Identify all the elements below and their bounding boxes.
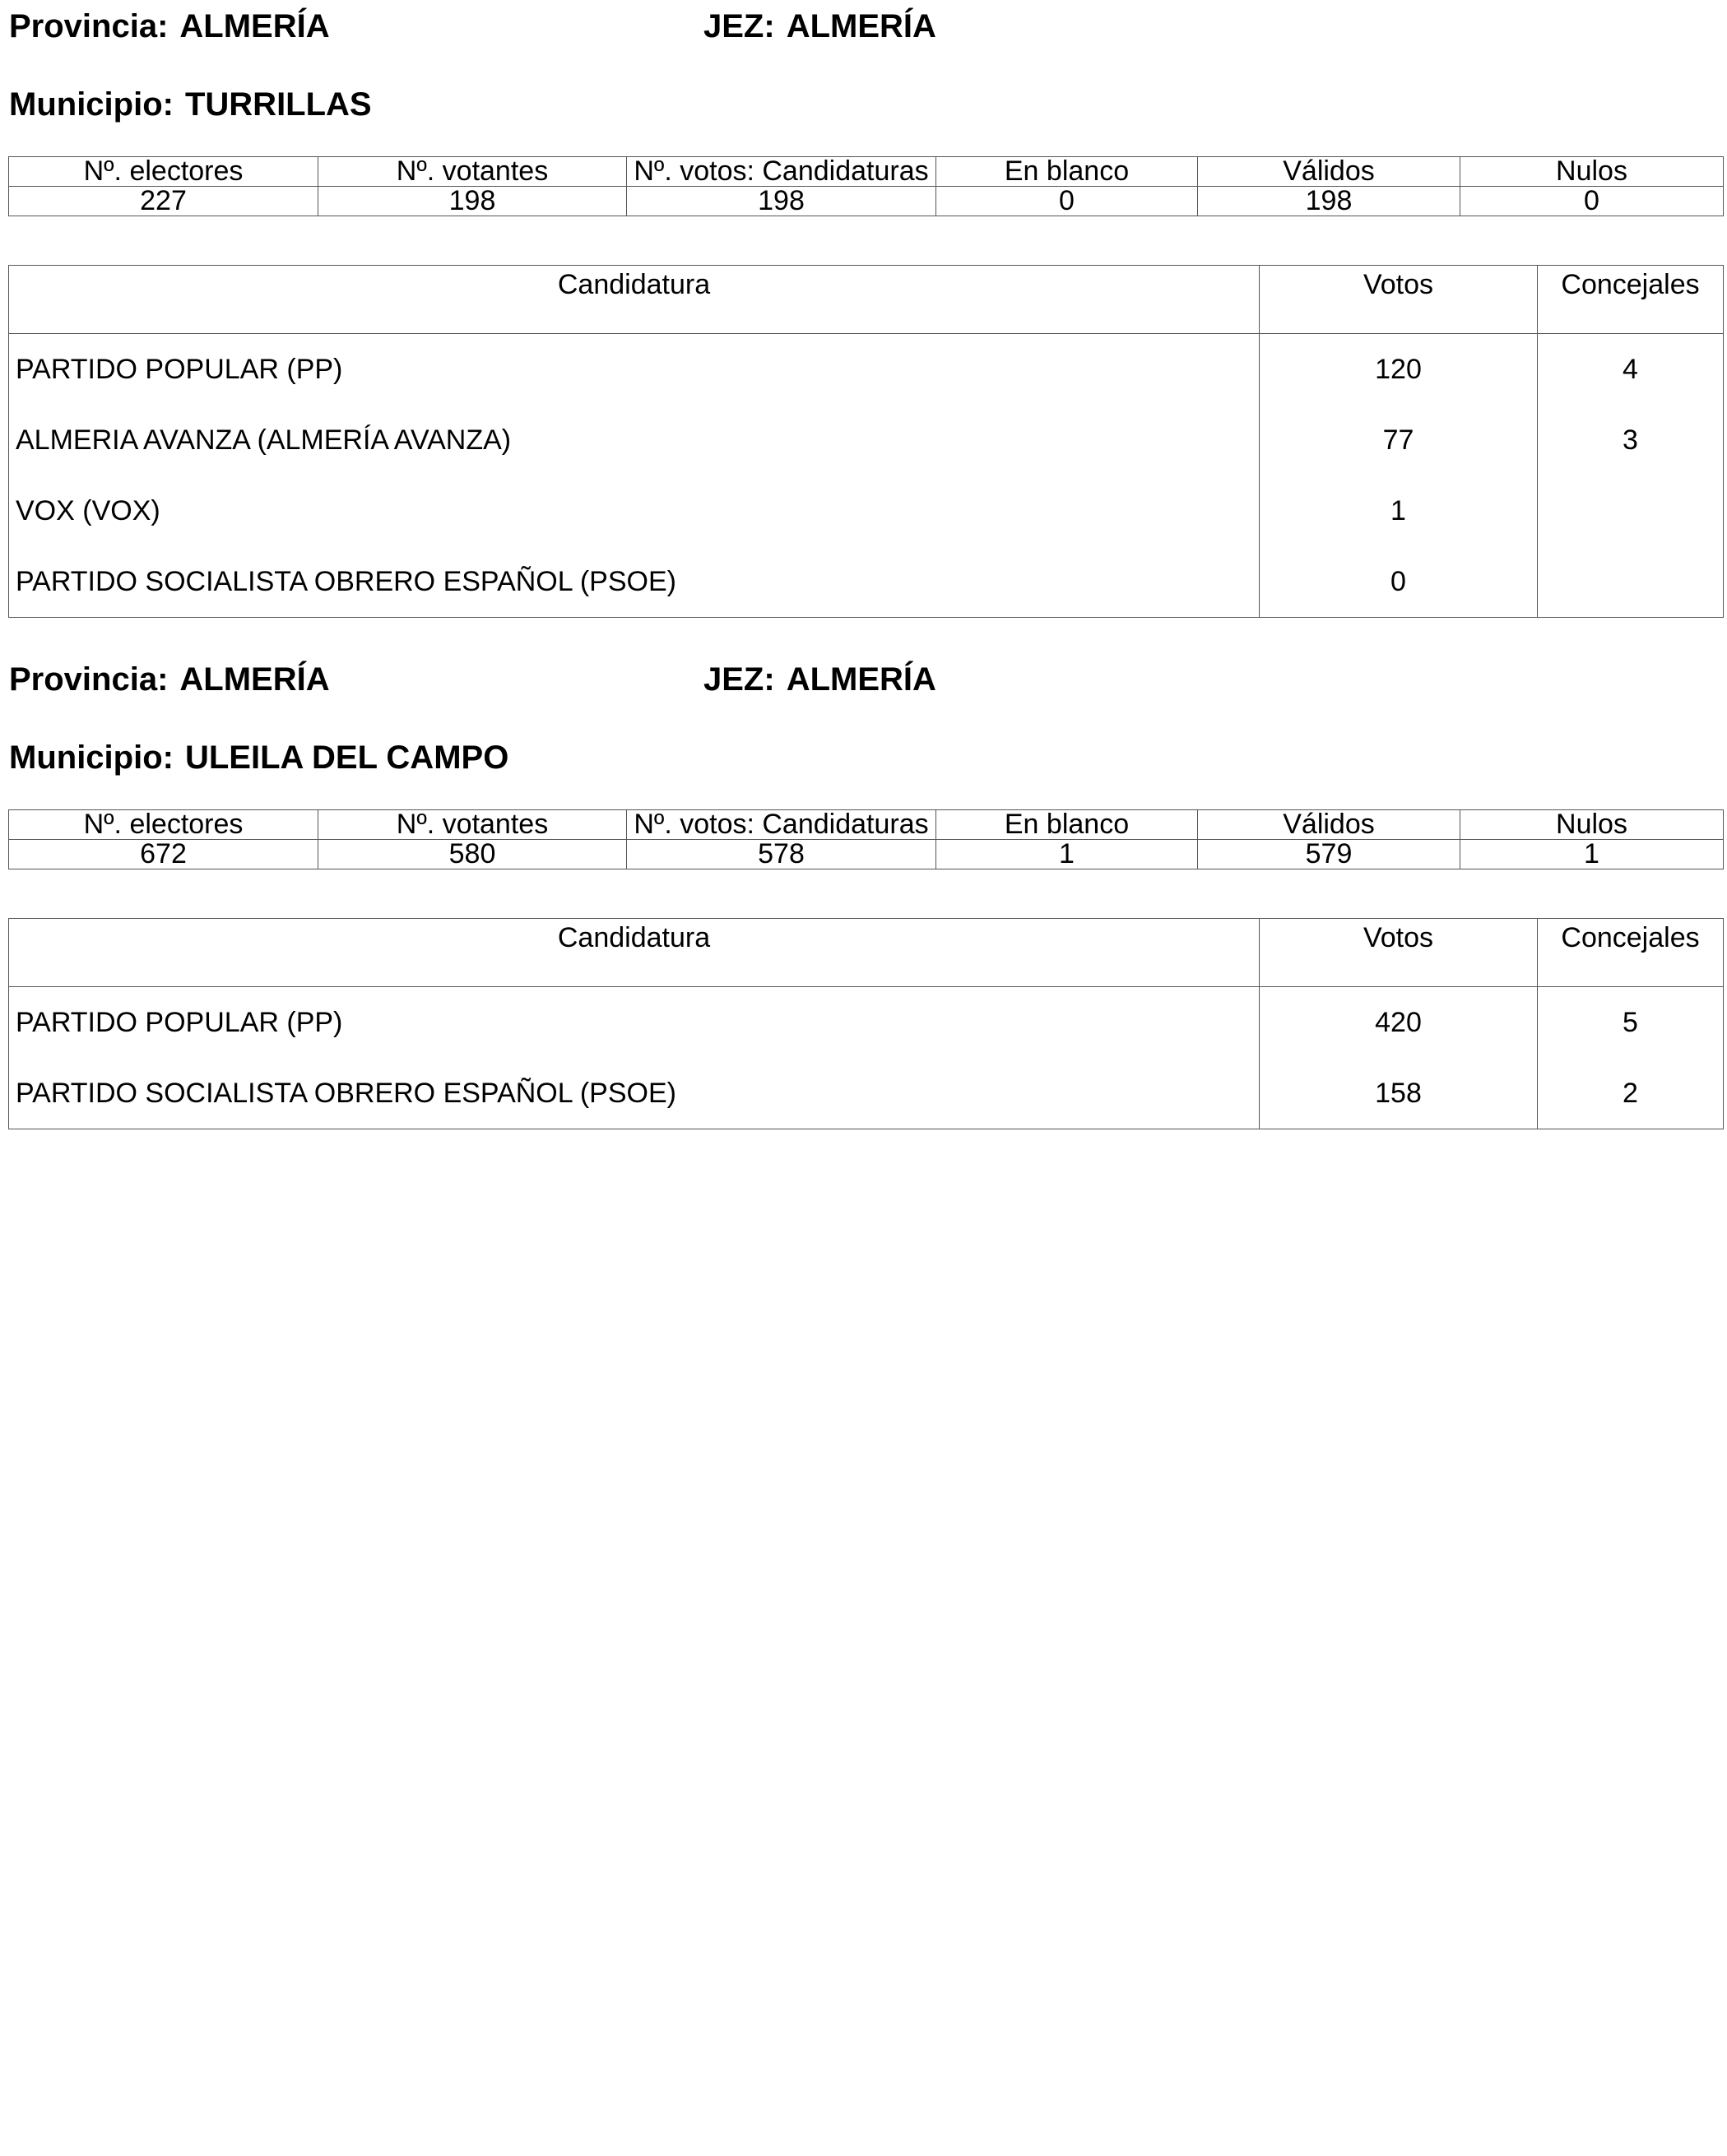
header-votos: Votos	[1260, 919, 1538, 987]
candidaturas-table	[8, 918, 1724, 1129]
stats-header-nulos: Nulos	[1460, 810, 1724, 840]
municipio-label: Municipio:	[9, 86, 174, 123]
provincia-value: ALMERÍA	[179, 661, 330, 698]
candidaturas-header-row	[9, 266, 1724, 334]
stats-value-nulos: 0	[1460, 187, 1724, 216]
stats-header-electores: Nº. electores	[9, 157, 318, 187]
candidatura-name: PARTIDO SOCIALISTA OBRERO ESPAÑOL (PSOE)	[9, 546, 1260, 618]
stats-header-en-blanco: En blanco	[936, 810, 1198, 840]
stats-value-electores: 672	[9, 840, 318, 869]
jez-label: JEZ:	[703, 661, 775, 698]
table-row	[9, 405, 1724, 475]
stats-header-nulos: Nulos	[1460, 157, 1724, 187]
candidatura-concejales	[1538, 475, 1724, 546]
candidatura-votos: 1	[1260, 475, 1538, 546]
stats-header-row	[9, 810, 1724, 840]
table-row	[9, 475, 1724, 546]
stats-header-votantes: Nº. votantes	[318, 157, 627, 187]
stats-table	[8, 156, 1724, 216]
stats-value-en-blanco: 0	[936, 187, 1198, 216]
candidatura-name: PARTIDO POPULAR (PP)	[9, 987, 1260, 1059]
candidatura-name: VOX (VOX)	[9, 475, 1260, 546]
provincia-line	[9, 7, 330, 46]
candidaturas-table	[8, 265, 1724, 618]
stats-header-electores: Nº. electores	[9, 810, 318, 840]
stats-value-electores: 227	[9, 187, 318, 216]
candidatura-votos: 420	[1260, 987, 1538, 1059]
header-votos: Votos	[1260, 266, 1538, 334]
stats-header-votos-candidaturas: Nº. votos: Candidaturas	[627, 157, 936, 187]
stats-value-votos-candidaturas: 198	[627, 187, 936, 216]
candidatura-concejales: 4	[1623, 353, 1638, 385]
municipio-value: ULEILA DEL CAMPO	[184, 740, 509, 776]
jez-value: ALMERÍA	[786, 661, 936, 698]
jez-value: ALMERÍA	[786, 8, 936, 44]
stats-value-row	[9, 840, 1724, 869]
stats-value-votantes: 198	[318, 187, 627, 216]
table-row	[9, 546, 1724, 618]
candidatura-concejales: 3	[1623, 424, 1638, 456]
municipio-value: TURRILLAS	[184, 86, 372, 123]
provincia-label: Provincia:	[9, 8, 169, 44]
table-row	[9, 987, 1724, 1059]
jez-line	[703, 660, 936, 699]
stats-header-validos: Válidos	[1198, 157, 1460, 187]
candidatura-concejales	[1538, 546, 1724, 618]
candidatura-votos: 120	[1260, 334, 1538, 406]
provincia-value: ALMERÍA	[179, 8, 330, 44]
stats-value-validos: 579	[1198, 840, 1460, 869]
stats-value-nulos: 1	[1460, 840, 1724, 869]
provincia-line	[9, 660, 330, 699]
header-candidatura: Candidatura	[9, 919, 1260, 987]
candidatura-votos: 77	[1260, 405, 1538, 475]
stats-header-votos-candidaturas: Nº. votos: Candidaturas	[627, 810, 936, 840]
candidatura-concejales: 2	[1623, 1077, 1638, 1109]
stats-header-en-blanco: En blanco	[936, 157, 1198, 187]
candidatura-votos: 0	[1260, 546, 1538, 618]
stats-table	[8, 809, 1724, 869]
provincia-label: Provincia:	[9, 661, 169, 698]
stats-value-votos-candidaturas: 578	[627, 840, 936, 869]
stats-header-validos: Válidos	[1198, 810, 1460, 840]
table-row	[9, 334, 1724, 406]
candidatura-concejales: 5	[1623, 1006, 1638, 1038]
stats-value-validos: 198	[1198, 187, 1460, 216]
stats-value-en-blanco: 1	[936, 840, 1198, 869]
stats-value-votantes: 580	[318, 840, 627, 869]
candidatura-name: PARTIDO POPULAR (PP)	[9, 334, 1260, 406]
header-candidatura: Candidatura	[9, 266, 1260, 334]
jez-line	[703, 7, 936, 46]
header-concejales: Concejales	[1538, 919, 1724, 987]
candidatura-votos: 158	[1260, 1058, 1538, 1129]
municipio-label: Municipio:	[9, 740, 174, 776]
stats-value-row	[9, 187, 1724, 216]
municipio-line	[9, 738, 508, 777]
candidatura-name: PARTIDO SOCIALISTA OBRERO ESPAÑOL (PSOE)	[9, 1058, 1260, 1129]
stats-header-row	[9, 157, 1724, 187]
candidaturas-header-row	[9, 919, 1724, 987]
stats-header-votantes: Nº. votantes	[318, 810, 627, 840]
table-row	[9, 1058, 1724, 1129]
jez-label: JEZ:	[703, 8, 775, 44]
header-concejales: Concejales	[1538, 266, 1724, 334]
municipio-line	[9, 85, 372, 124]
candidatura-name: ALMERIA AVANZA (ALMERÍA AVANZA)	[9, 405, 1260, 475]
